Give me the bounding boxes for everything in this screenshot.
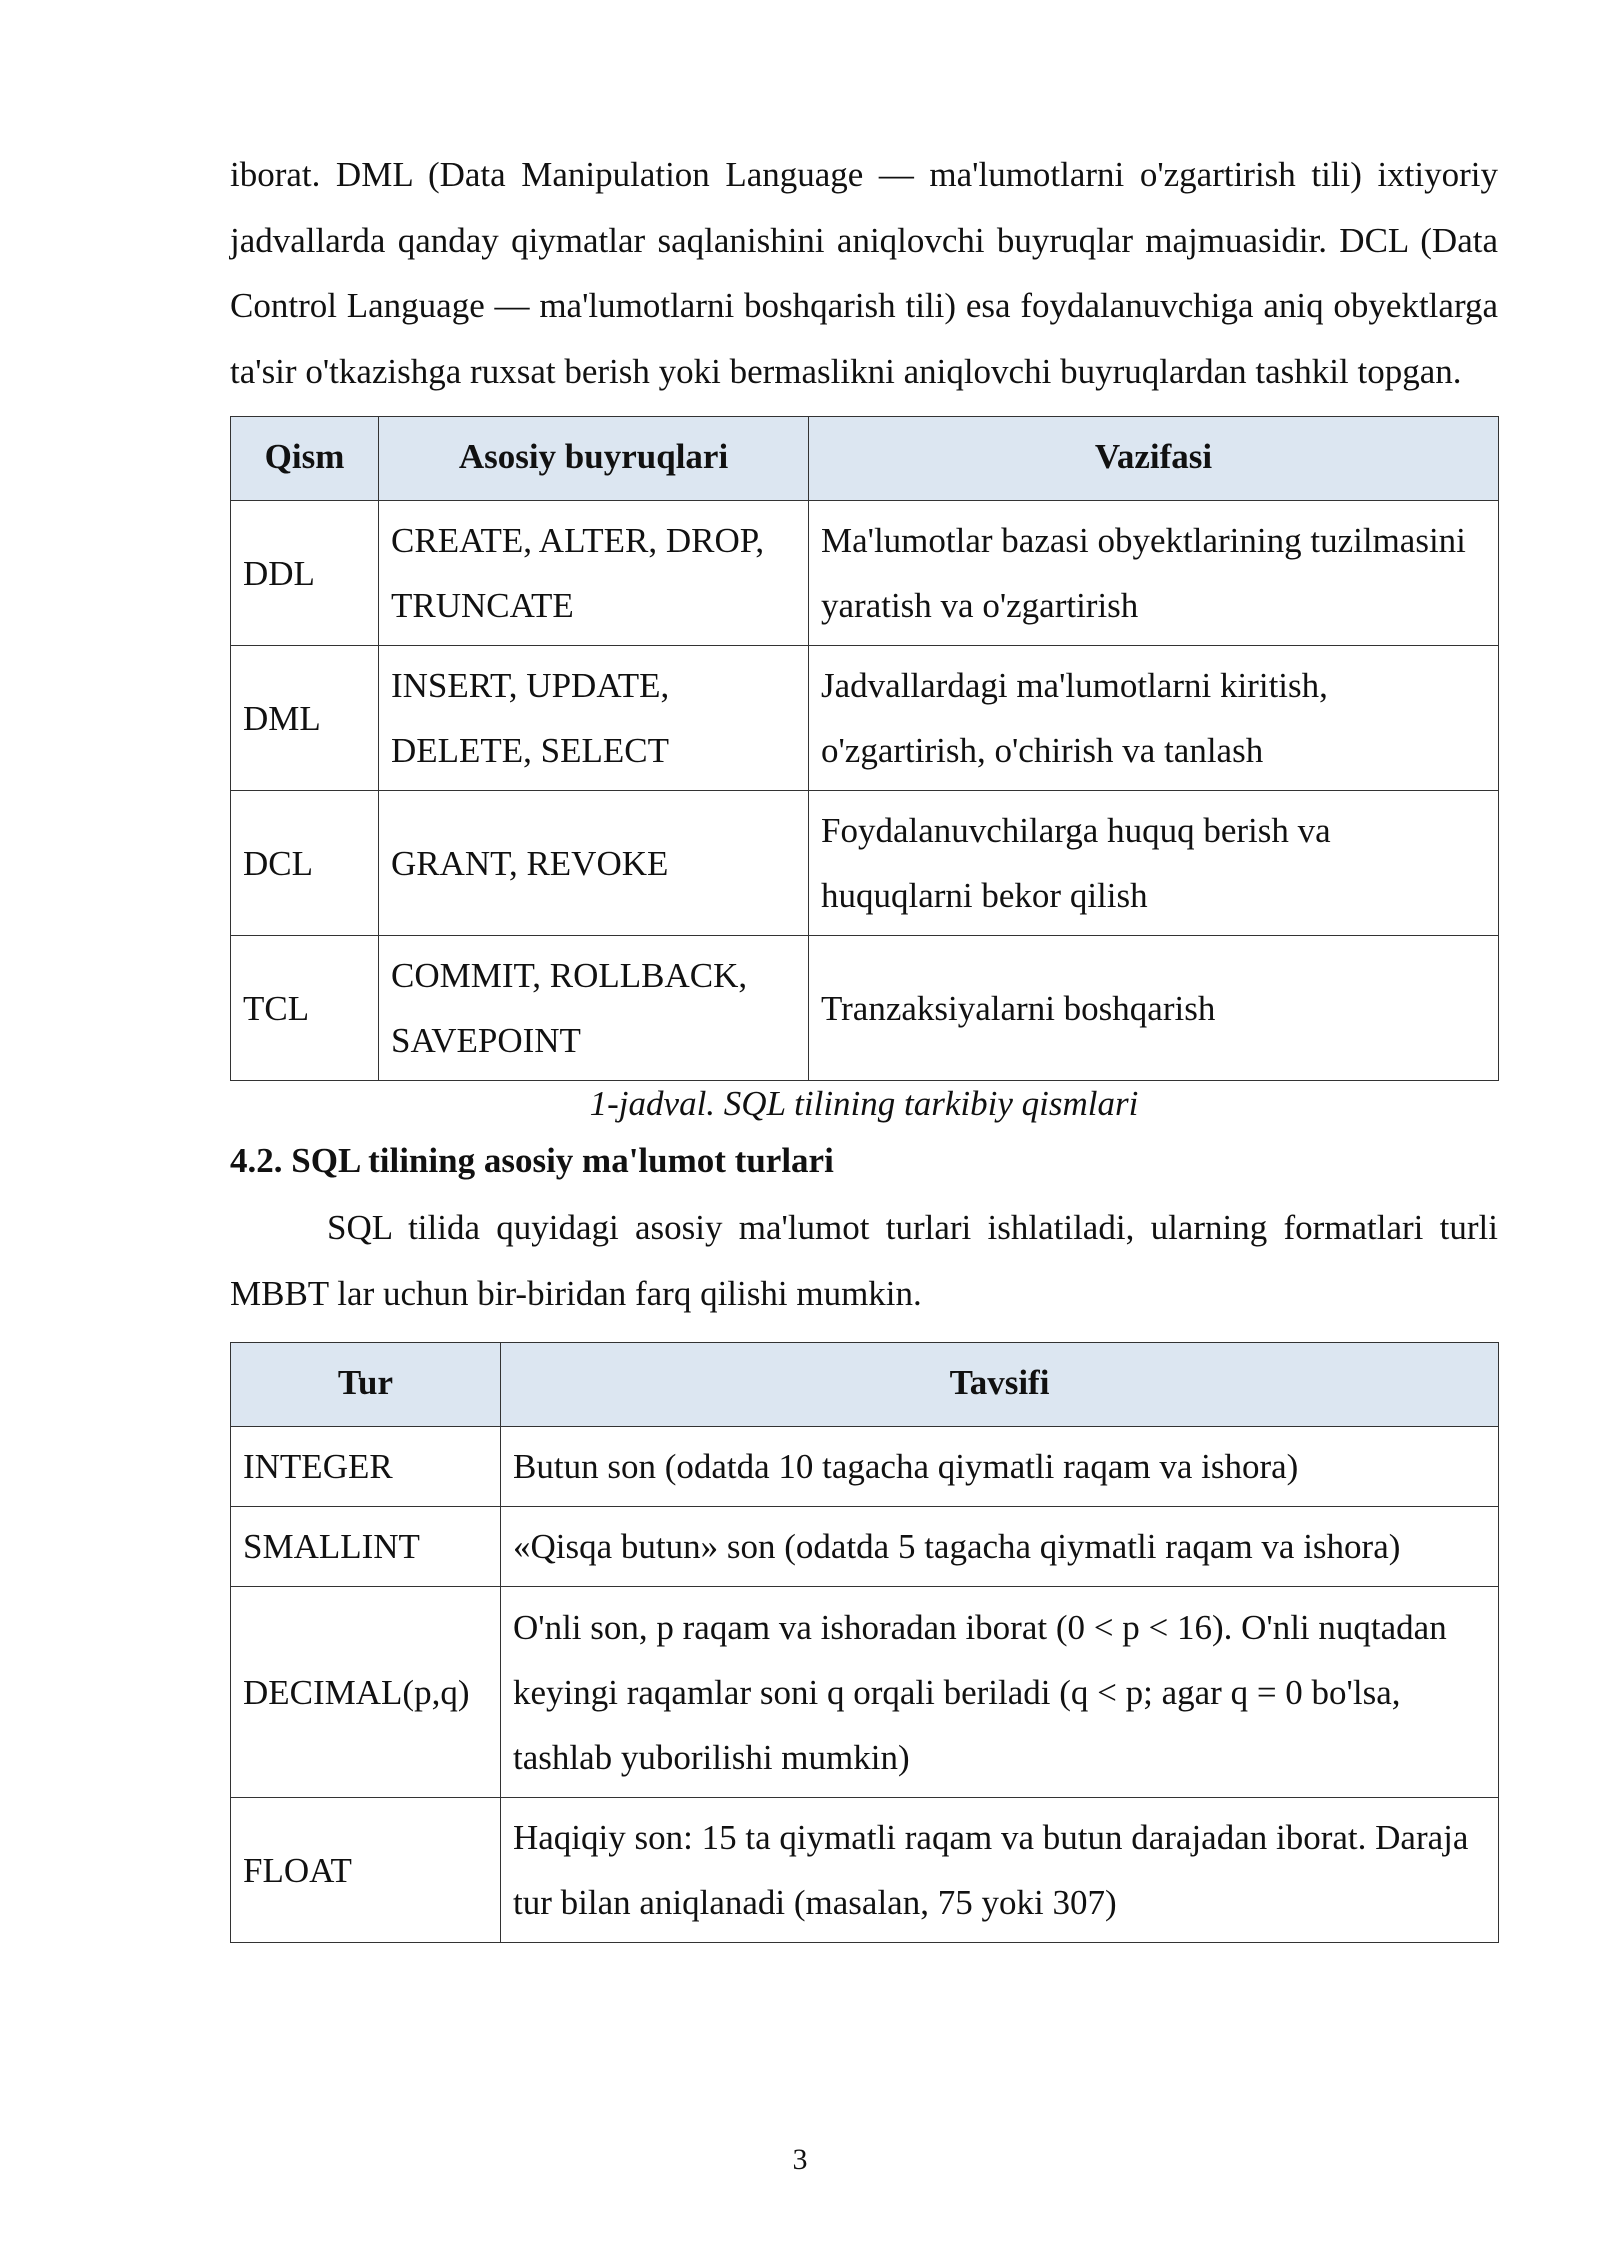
description-cell: Haqiqiy son: 15 ta qiymatli raqam va butun darajadan iborat. Daraja tur bilan aniqlanadi (masalan, 75 yoki 307) [501, 1798, 1499, 1943]
section-paragraph: SQL tilida quyidagi asosiy ma'lumot turlari ishlatiladi, ularning formatlari turli MBBT lar uchun bir-biridan farq qilishi mumkin. [230, 1208, 1498, 1313]
document-page [230, 142, 1498, 1943]
table-row [231, 646, 1499, 791]
description-cell: O'nli son, p raqam va ishoradan iborat (0 < p < 16). O'nli nuqtadan keyingi raqamlar soni q orqali beriladi (q < p; agar q = 0 bo'lsa, tashlab yuborilishi mumkin) [501, 1587, 1499, 1798]
description-cell: «Qisqa butun» son (odatda 5 tagacha qiymatli raqam va ishora) [501, 1507, 1499, 1587]
table-row [231, 1507, 1499, 1587]
page-number: 3 [792, 2143, 808, 2176]
purpose-cell: Foydalanuvchilarga huquq berish va huquqlarni bekor qilish [809, 791, 1499, 936]
description-cell: Butun son (odatda 10 tagacha qiymatli raqam va ishora) [501, 1427, 1499, 1507]
table-header-row [231, 1343, 1499, 1427]
column-header: Tavsifi [501, 1343, 1499, 1427]
type-cell: INTEGER [231, 1427, 501, 1507]
column-header: Vazifasi [809, 417, 1499, 501]
table-row [231, 1798, 1499, 1943]
part-cell: TCL [231, 936, 379, 1081]
table-row [231, 936, 1499, 1081]
table-header-row [231, 417, 1499, 501]
table-caption: 1-jadval. SQL tilining tarkibiy qismlari [589, 1084, 1139, 1123]
section-heading: 4.2. SQL tilining asosiy ma'lumot turlari [230, 1141, 834, 1180]
purpose-cell: Ma'lumotlar bazasi obyektlarining tuzilmasini yaratish va o'zgartirish [809, 501, 1499, 646]
commands-cell: COMMIT, ROLLBACK, SAVEPOINT [379, 936, 809, 1081]
type-cell: FLOAT [231, 1798, 501, 1943]
table-row [231, 1587, 1499, 1798]
commands-cell: INSERT, UPDATE, DELETE, SELECT [379, 646, 809, 791]
intro-paragraph: iborat. DML (Data Manipulation Language — ma'lumotlarni o'zgartirish tili) ixtiyoriy jadvallarda qanday qiymatlar saqlanishini aniqlovchi buyruqlar majmuasidir. DCL (Data Control Language — ma'lumotlarni boshqarish tili) esa foydalanuvchiga aniq obyektlarga ta'sir o'tkazishga ruxsat berish yoki bermaslikni aniqlovchi buyruqlardan tashkil topgan. [230, 155, 1498, 391]
commands-cell: GRANT, REVOKE [379, 791, 809, 936]
data-types-table [230, 1342, 1499, 1943]
type-cell: SMALLINT [231, 1507, 501, 1587]
part-cell: DCL [231, 791, 379, 936]
column-header: Qism [231, 417, 379, 501]
column-header: Tur [231, 1343, 501, 1427]
table-row [231, 791, 1499, 936]
purpose-cell: Tranzaksiyalarni boshqarish [809, 936, 1499, 1081]
table-row [231, 501, 1499, 646]
commands-cell: CREATE, ALTER, DROP, TRUNCATE [379, 501, 809, 646]
part-cell: DDL [231, 501, 379, 646]
purpose-cell: Jadvallardagi ma'lumotlarni kiritish, o'zgartirish, o'chirish va tanlash [809, 646, 1499, 791]
part-cell: DML [231, 646, 379, 791]
table-row [231, 1427, 1499, 1507]
sql-parts-table [230, 416, 1499, 1081]
column-header: Asosiy buyruqlari [379, 417, 809, 501]
type-cell: DECIMAL(p,q) [231, 1587, 501, 1798]
